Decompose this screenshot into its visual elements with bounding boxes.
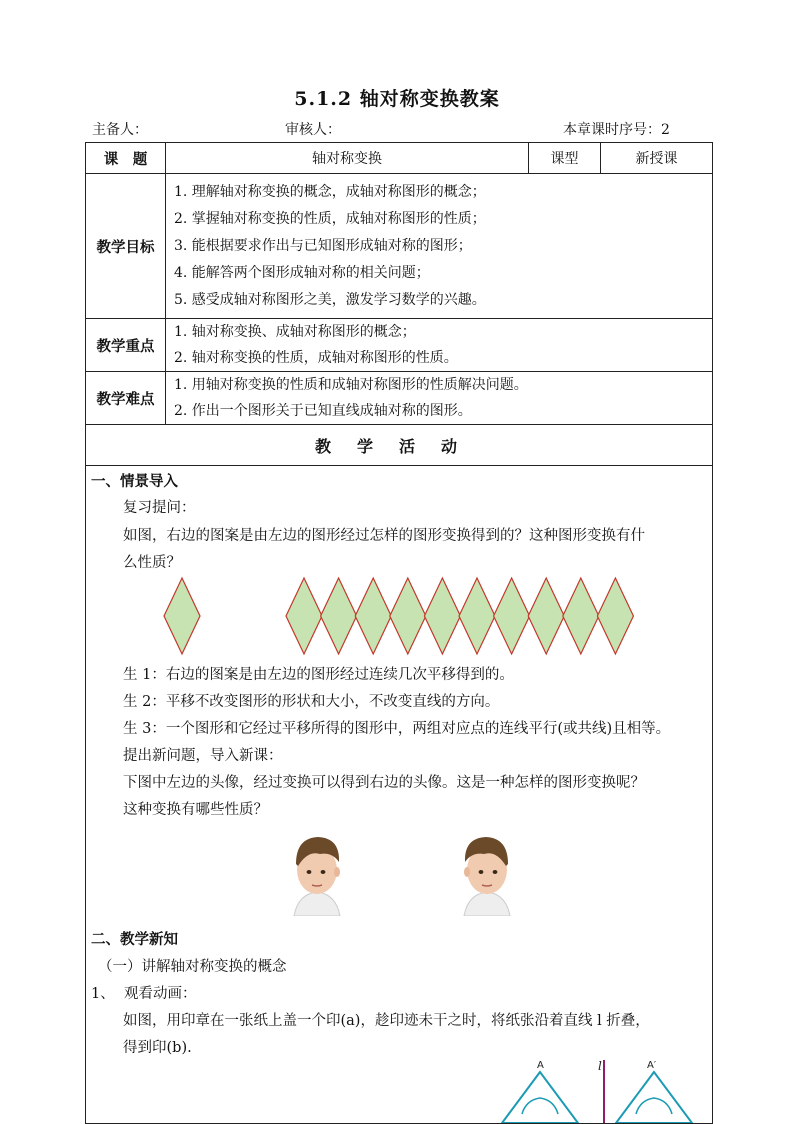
- topic-row: [86, 143, 713, 174]
- activity-body-row: [86, 466, 713, 1124]
- translated-rhombus: [597, 578, 633, 654]
- difficult-points-row: [86, 372, 713, 425]
- difficult-points-label: 教学难点: [86, 372, 166, 425]
- review-label: 复习提问：: [123, 500, 196, 516]
- point-A-label: A: [537, 1060, 544, 1071]
- topic-label: 课 题: [86, 143, 166, 174]
- subsection-heading: （一）讲解轴对称变换的概念: [98, 959, 287, 975]
- goal-item: 4. 能解答两个图形成轴对称的相关问题；: [174, 264, 430, 281]
- goal-item: 5. 感受成轴对称图形之美，激发学习数学的兴趣。: [174, 291, 486, 308]
- activity-heading: 教学活动: [86, 425, 713, 466]
- topic-value: 轴对称变换: [166, 143, 529, 174]
- single-rhombus: [164, 578, 200, 654]
- face-question-line: 这种变换有哪些性质？: [123, 802, 268, 818]
- translated-rhombus: [459, 578, 495, 654]
- translated-rhombus: [286, 578, 322, 654]
- goal-item: 1. 理解轴对称变换的概念，成轴对称图形的概念；: [174, 183, 486, 200]
- translated-rhombus: [390, 578, 426, 654]
- key-points-cell: [166, 319, 713, 372]
- animation-text-line: 得到印(b).: [123, 1040, 192, 1056]
- reviewer-label: 审核人：: [285, 122, 341, 138]
- goal-item: 3. 能根据要求作出与已知图形成轴对称的图形；: [174, 237, 472, 254]
- goals-label: 教学目标: [86, 174, 166, 319]
- rhombus-pattern-figure: [86, 574, 713, 659]
- difficult-points-cell: [166, 372, 713, 425]
- stamp-fold-figure: [496, 1054, 711, 1123]
- item-text: 观看动画：: [124, 986, 197, 1002]
- lesson-plan-table: [85, 142, 713, 1124]
- section1-heading: 一、情景导入: [91, 473, 178, 490]
- translated-rhombus: [494, 578, 530, 654]
- difficult-point-item: 2. 作出一个图形关于已知直线成轴对称的图形。: [174, 403, 472, 419]
- stamp-b-arc: [636, 1098, 672, 1114]
- student-answer: 生 1：右边的图案是由左边的图形经过连续几次平移得到的。: [123, 667, 514, 683]
- goals-cell: [166, 174, 713, 319]
- axis-l-label: l: [598, 1059, 602, 1073]
- student-answer: 生 3：一个图形和它经过平移所得的图形中，两组对应点的连线平行(或共线)且相等。: [123, 721, 671, 737]
- student-answer: 生 2：平移不改变图形的形状和大小，不改变直线的方向。: [123, 694, 500, 710]
- translated-rhombus: [355, 578, 391, 654]
- stamp-a-arc: [522, 1098, 558, 1114]
- key-point-item: 2. 轴对称变换的性质，成轴对称图形的性质。: [174, 350, 458, 366]
- lesson-number-label: 本章课时序号：2: [563, 122, 670, 138]
- goal-item: 2. 掌握轴对称变换的性质，成轴对称图形的性质；: [174, 210, 486, 227]
- type-label: 课型: [529, 143, 601, 174]
- key-points-label: 教学重点: [86, 319, 166, 372]
- face-question-line: 下图中左边的头像，经过变换可以得到右边的头像。这是一种怎样的图形变换呢？: [123, 775, 645, 791]
- boy-head-right-image: [454, 830, 520, 916]
- section2-heading: 二、教学新知: [91, 931, 178, 948]
- activity-heading-row: [86, 425, 713, 466]
- activity-body: [86, 466, 713, 1124]
- translated-rhombus: [563, 578, 599, 654]
- translated-rhombus-row: [286, 578, 633, 654]
- new-question-label: 提出新问题，导入新课：: [123, 748, 283, 764]
- item-number: 1、: [91, 986, 115, 1002]
- type-value: 新授课: [601, 143, 713, 174]
- document-title: 5.1.2 轴对称变换教案: [294, 88, 500, 110]
- key-points-row: [86, 319, 713, 372]
- animation-text-line: 如图，用印章在一张纸上盖一个印(a)，趁印迹未干之时，将纸张沿着直线 l 折叠，: [123, 1013, 650, 1029]
- question-line: 如图，右边的图案是由左边的图形经过怎样的图形变换得到的？这种图形变换有什: [123, 528, 645, 544]
- translated-rhombus: [528, 578, 564, 654]
- difficult-point-item: 1. 用轴对称变换的性质和成轴对称图形的性质解决问题。: [174, 377, 528, 393]
- key-point-item: 1. 轴对称变换、成轴对称图形的概念；: [174, 324, 416, 340]
- goals-row: [86, 174, 713, 319]
- translated-rhombus: [424, 578, 460, 654]
- boy-head-left-image: [284, 830, 350, 916]
- translated-rhombus: [321, 578, 357, 654]
- point-A-prime-label: A′: [647, 1060, 657, 1071]
- question-line: 么性质？: [123, 555, 181, 571]
- preparer-label: 主备人：: [92, 122, 148, 138]
